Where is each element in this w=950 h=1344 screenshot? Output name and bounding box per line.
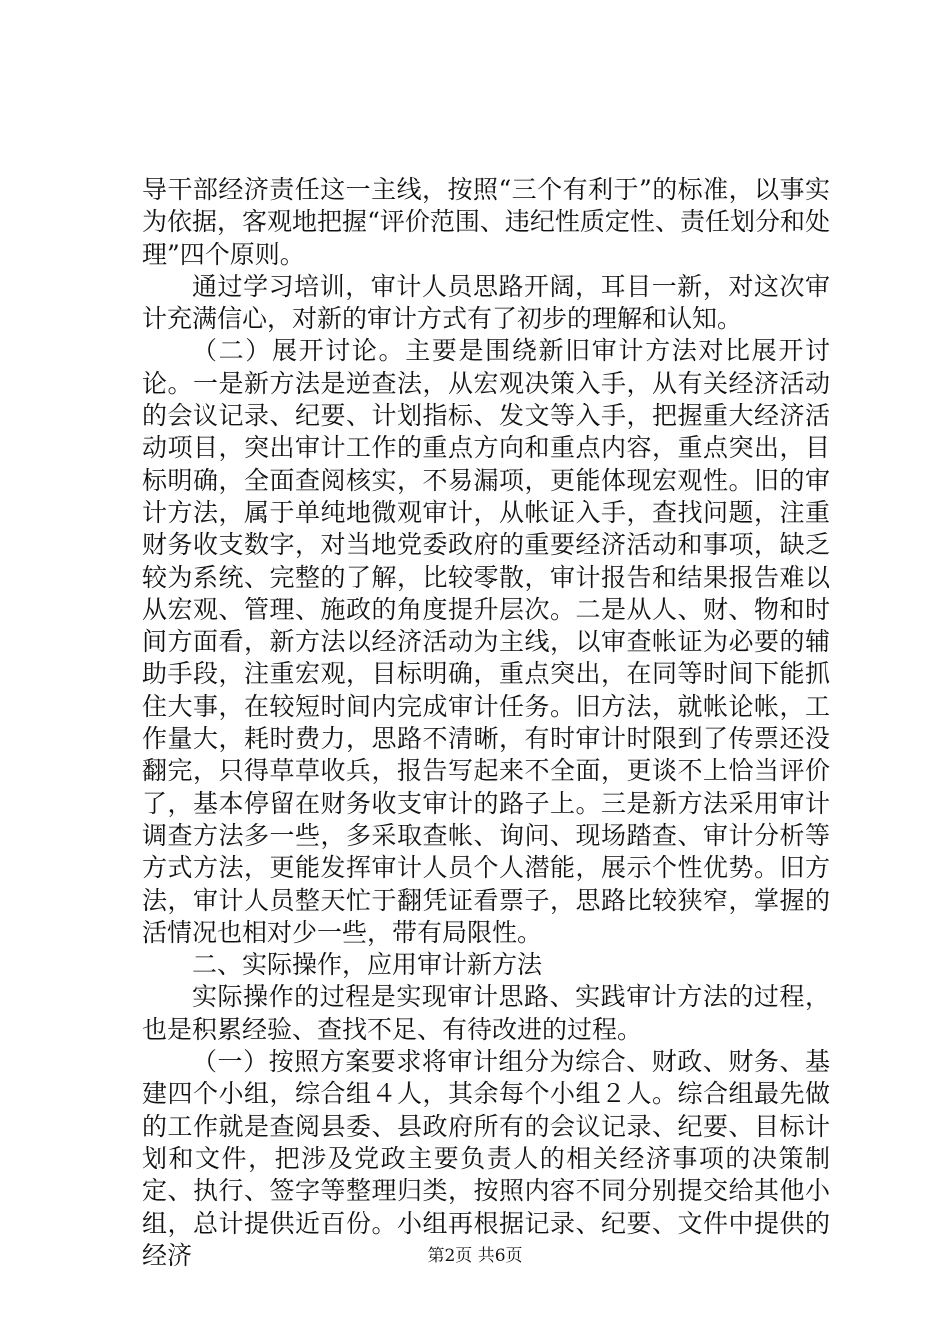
page-footer: 第2页 共6页 xyxy=(427,1246,523,1266)
section-heading: 二、实际操作，应用审计新方法 xyxy=(192,950,543,980)
paragraph-training-result: 通过学习培训，审计人员思路开阔，耳目一新，对这次审计充满信心，对新的审计方式有了初步的理解和认知。 xyxy=(142,271,830,334)
paragraph-continuation: 导干部经济责任这一主线，按照“三个有利于”的标准，以事实为依据，客观地把握“评价范围、违纪性质定性、责任划分和处理”四个原则。 xyxy=(142,175,830,269)
paragraph-discussion: （二）展开讨论。主要是围绕新旧审计方法对比展开讨论。一是新方法是逆查法，从宏观决策入手，从有关经济活动的会议记录、纪要、计划指标、发文等入手，把握重大经济活动项目，突出审计工作的重点方向和重点内容，重点突出，目标明确，全面查阅核实，不易漏项，更能体现宏观性。旧的审计方法，属于单纯地微观审计，从帐证入手，查找问题，注重财务收支数字，对当地党委政府的重要经济活动和事项，缺乏较为系统、完整的了解，比较零散，审计报告和结果报告难以从宏观、管理、施政的角度提升层次。二是从人、财、物和时间方面看，新方法以经济活动为主线，以审查帐证为必要的辅助手段，注重宏观，目标明确，重点突出，在同等时间下能抓住大事，在较短时间内完成审计任务。旧方法，就帐论帐，工作量大，耗时费力，思路不清晰，有时审计时限到了传票还没翻完，只得草草收兵，报告写起来不全面，更谈不上恰当评价了，基本停留在财务收支审计的路子上。三是新方法采用审计调查方法多一些，多采取查帐、询问、现场踏查、审计分析等方式方法，更能发挥审计人员个人潜能，展示个性优势。旧方法，审计人员整天忙于翻凭证看票子，思路比较狭窄，掌握的活情况也相对少一些，带有局限性。 xyxy=(142,336,830,947)
document-body xyxy=(142,174,830,1272)
paragraph-group-division: （一）按照方案要求将审计组分为综合、财政、财务、基建四个小组，综合组４人，其余每个小组２人。综合组最先做的工作就是查阅县委、县政府所有的会议记录、纪要、目标计划和文件，把涉及党政主要负责人的相关经济事项的决策制定、执行、签字等整理归类，按照内容不同分别提交给其他小组，总计提供近百份。小组再根据记录、纪要、文件中提供的经济 xyxy=(142,1047,830,1270)
paragraph-practice-intro: 实际操作的过程是实现审计思路、实践审计方法的过程，也是积累经验、查找不足、有待改进的过程。 xyxy=(142,982,830,1044)
